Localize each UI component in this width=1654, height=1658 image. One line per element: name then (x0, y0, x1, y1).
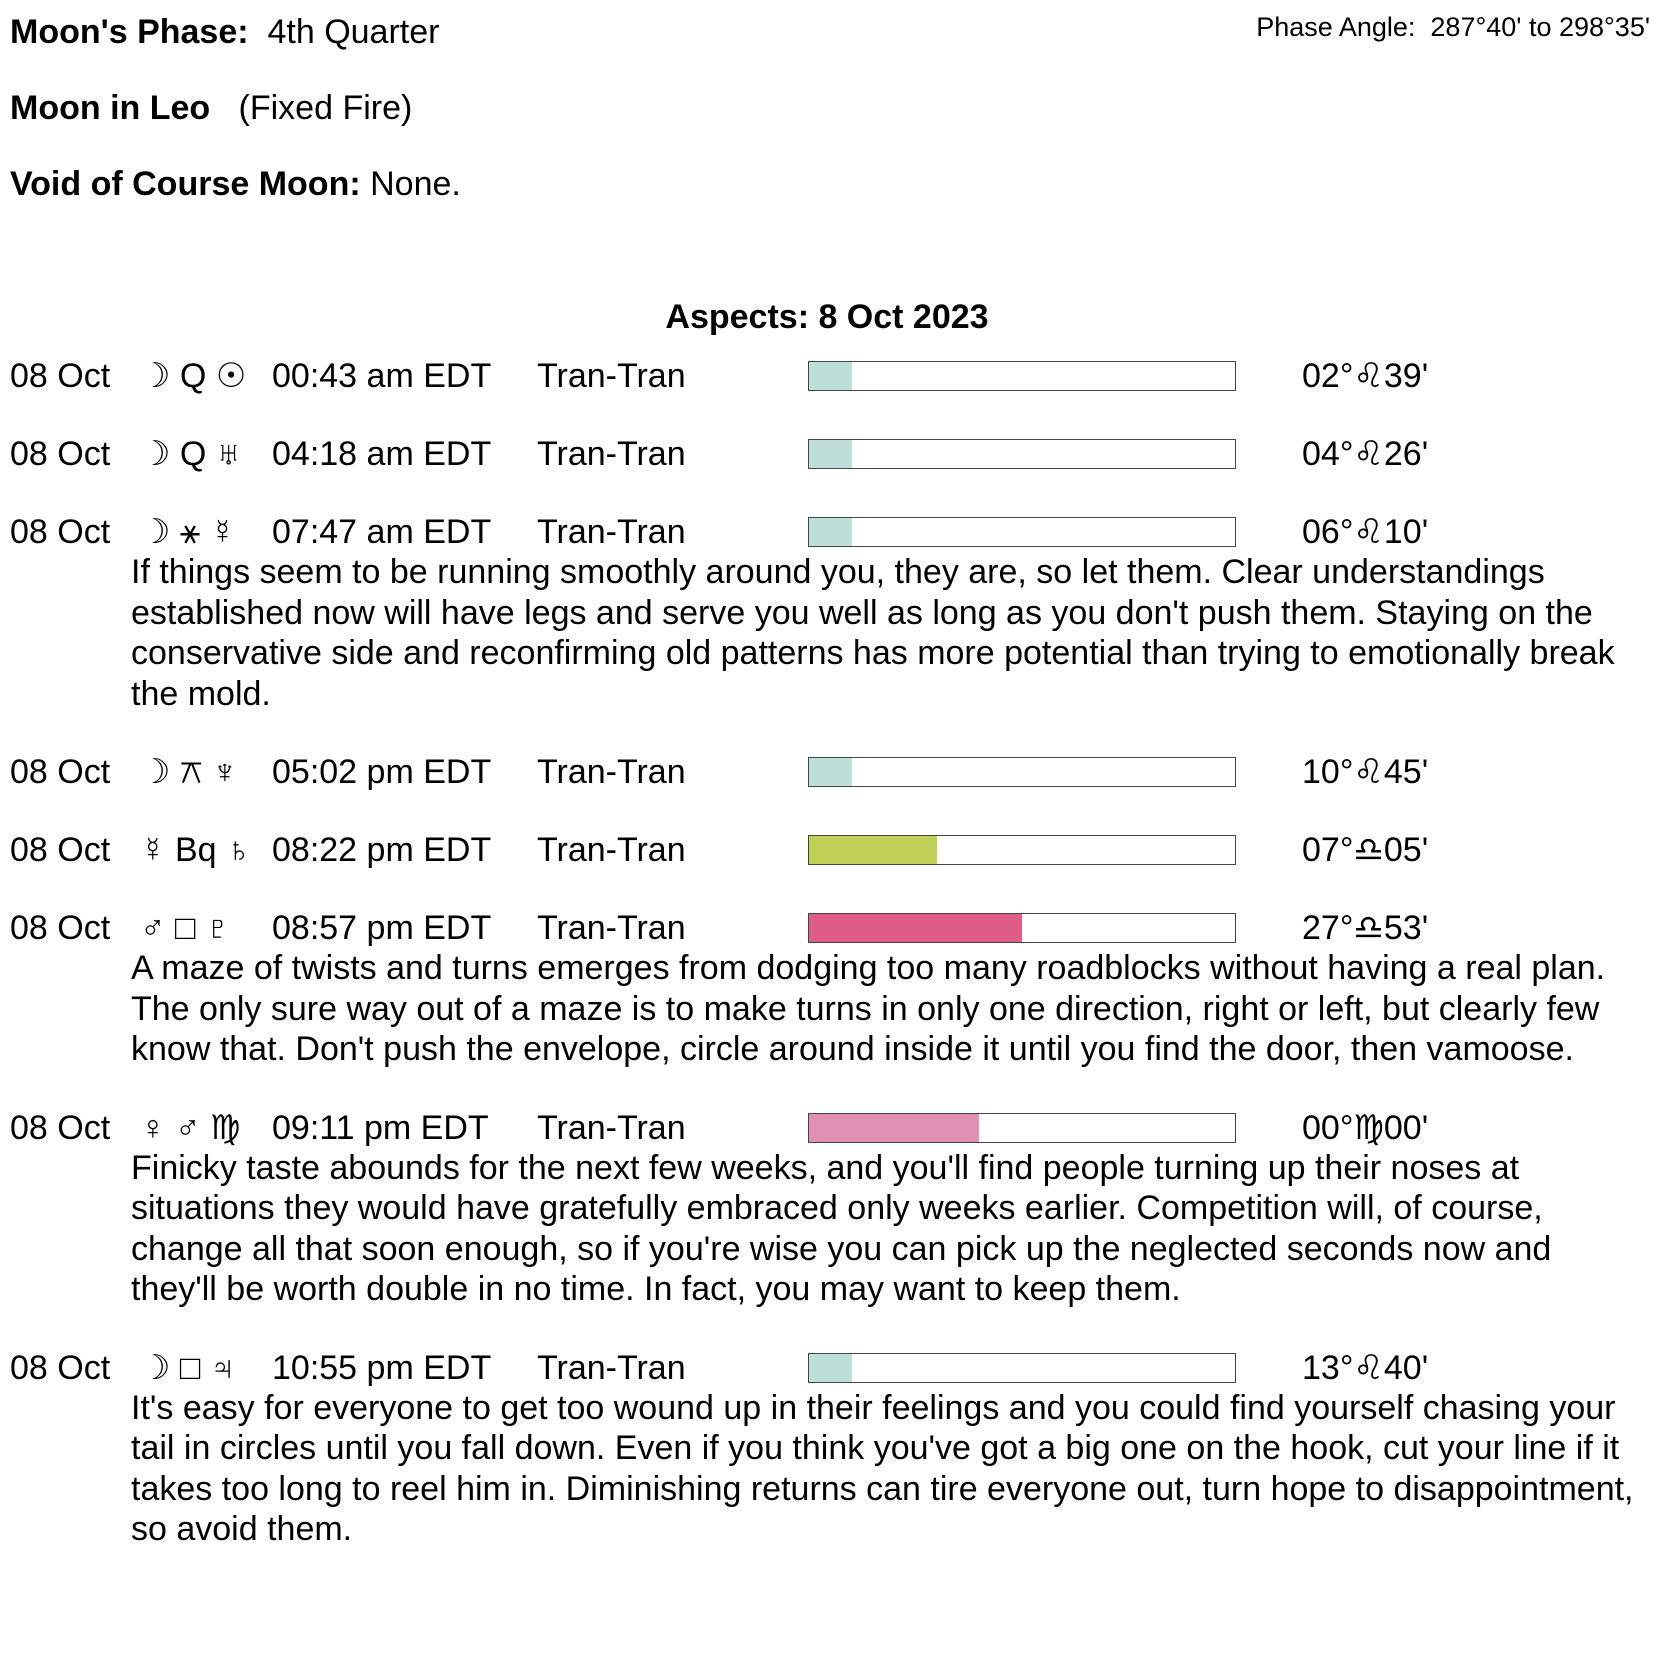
phase-angle-label: Phase Angle: (1256, 12, 1416, 42)
aspect-position: 07°♎05' (1302, 831, 1429, 869)
moon-sign-label: Moon in Leo (10, 89, 211, 127)
strength-bar (808, 517, 1236, 547)
aspect-type: Tran-Tran (537, 831, 686, 869)
strength-bar-fill (809, 914, 1022, 942)
strength-bar-fill (809, 362, 852, 390)
aspect-position: 00°♍00' (1302, 1108, 1429, 1147)
moon-phase (10, 13, 439, 52)
moon-phase-value: 4th Quarter (267, 13, 440, 51)
aspect-description: A maze of twists and turns emerges from dodging too many roadblocks without having a real plan. The only sure way out of a maze is to make turns in only one direction, right or left, but clearly few know that. Don't push the envelope, circle around inside it until you find the door, then vamoose. (131, 949, 1606, 1068)
aspect-position: 02°♌39' (1302, 357, 1429, 395)
aspect-position: 27°♎53' (1302, 909, 1429, 947)
aspect-type: Tran-Tran (537, 357, 686, 395)
aspect-glyphs: ☽ ⚹ ☿ (140, 513, 236, 551)
aspect-row (0, 434, 1654, 474)
strength-bar (808, 439, 1236, 469)
aspect-glyphs: ☽ □ ♃ (140, 1348, 236, 1387)
aspect-row (0, 908, 1654, 948)
aspect-entry (0, 752, 1654, 792)
strength-bar-fill (809, 440, 852, 468)
aspect-date: 08 Oct (10, 753, 111, 791)
aspect-time: 09:11 pm EDT (272, 1108, 489, 1147)
aspect-time: 07:47 am EDT (272, 513, 492, 551)
aspect-position: 06°♌10' (1302, 513, 1429, 551)
aspect-time: 00:43 am EDT (272, 357, 492, 395)
aspect-entry (0, 434, 1654, 474)
aspect-glyphs: ☽ Q ♅ (140, 435, 242, 473)
strength-bar (808, 835, 1236, 865)
strength-bar (808, 1353, 1236, 1383)
aspect-description: If things seem to be running smoothly around you, they are, so let them. Clear understandings established now will have legs and serve you well as long as you don't push them. Staying on the conservative side and reconfirming old patterns has more potential than trying to emotionally break the mold. (131, 553, 1615, 713)
aspect-time: 04:18 am EDT (272, 435, 492, 473)
aspect-description: It's easy for everyone to get too wound up in their feelings and you could find yourself chasing your tail in circles until you fall down. Even if you think you've got a big one on the hook, cut your line if it takes too long to reel him in. Diminishing returns can tire everyone out, turn hope to disappointment, so avoid them. (131, 1388, 1634, 1548)
strength-bar-fill (809, 758, 852, 786)
aspect-type: Tran-Tran (537, 435, 686, 473)
aspect-row (0, 1348, 1654, 1388)
strength-bar (808, 913, 1236, 943)
aspect-date: 08 Oct (10, 513, 111, 551)
aspect-entry (0, 1108, 1654, 1310)
aspect-entry (0, 830, 1654, 870)
aspect-glyphs: ♀ ♂ ♍ (140, 1108, 241, 1147)
strength-bar-fill (809, 1114, 979, 1142)
aspect-date: 08 Oct (10, 1348, 111, 1387)
phase-angle (1256, 12, 1650, 43)
aspect-entry (0, 512, 1654, 714)
aspect-entry (0, 1348, 1654, 1550)
aspect-glyphs: ☿ Bq ♄ (140, 831, 252, 869)
strength-bar-fill (809, 518, 852, 546)
phase-angle-value: 287°40' to 298°35' (1430, 12, 1650, 42)
aspect-list (0, 356, 1654, 1588)
strength-bar (808, 757, 1236, 787)
aspect-date: 08 Oct (10, 909, 111, 947)
void-of-course (10, 165, 461, 204)
aspect-type: Tran-Tran (537, 1348, 686, 1387)
aspect-entry (0, 356, 1654, 396)
aspect-date: 08 Oct (10, 357, 111, 395)
aspect-time: 10:55 pm EDT (272, 1348, 492, 1387)
aspect-description: Finicky taste abounds for the next few weeks, and you'll find people turning up their noses at situations they would have gratefully embraced only weeks earlier. Competition will, of course, change all that soon enough, so if you're wise you can pick up the neglected seconds now and they'll be worth double in no time. In fact, you may want to keep them. (131, 1148, 1552, 1308)
aspect-glyphs: ♂ □ ♇ (140, 909, 231, 947)
aspect-position: 13°♌40' (1302, 1348, 1429, 1387)
aspect-glyphs: ☽ Q ☉ (140, 357, 247, 395)
strength-bar-fill (809, 1354, 852, 1382)
aspect-glyphs: ☽ ⚻ ♆ (140, 753, 238, 791)
aspect-row (0, 512, 1654, 552)
aspect-entry (0, 908, 1654, 1070)
moon-sign (10, 89, 412, 128)
aspect-date: 08 Oct (10, 435, 111, 473)
aspect-type: Tran-Tran (537, 1108, 686, 1147)
aspect-position: 10°♌45' (1302, 753, 1429, 791)
aspect-type: Tran-Tran (537, 753, 686, 791)
void-of-course-label: Void of Course Moon: (10, 165, 361, 203)
aspects-title: Aspects: 8 Oct 2023 (665, 298, 989, 336)
aspect-row (0, 356, 1654, 396)
aspect-date: 08 Oct (10, 1108, 111, 1147)
strength-bar-fill (809, 836, 937, 864)
strength-bar (808, 361, 1236, 391)
aspect-row (0, 752, 1654, 792)
aspect-row (0, 1108, 1654, 1148)
aspect-position: 04°♌26' (1302, 435, 1429, 473)
aspect-date: 08 Oct (10, 831, 111, 869)
aspect-type: Tran-Tran (537, 909, 686, 947)
moon-phase-label: Moon's Phase: (10, 13, 249, 51)
aspect-time: 08:22 pm EDT (272, 831, 492, 869)
aspect-row (0, 830, 1654, 870)
moon-sign-value: (Fixed Fire) (238, 89, 413, 127)
aspect-type: Tran-Tran (537, 513, 686, 551)
aspect-time: 05:02 pm EDT (272, 753, 492, 791)
strength-bar (808, 1113, 1236, 1143)
void-of-course-value: None. (370, 165, 461, 203)
aspect-time: 08:57 pm EDT (272, 909, 492, 947)
